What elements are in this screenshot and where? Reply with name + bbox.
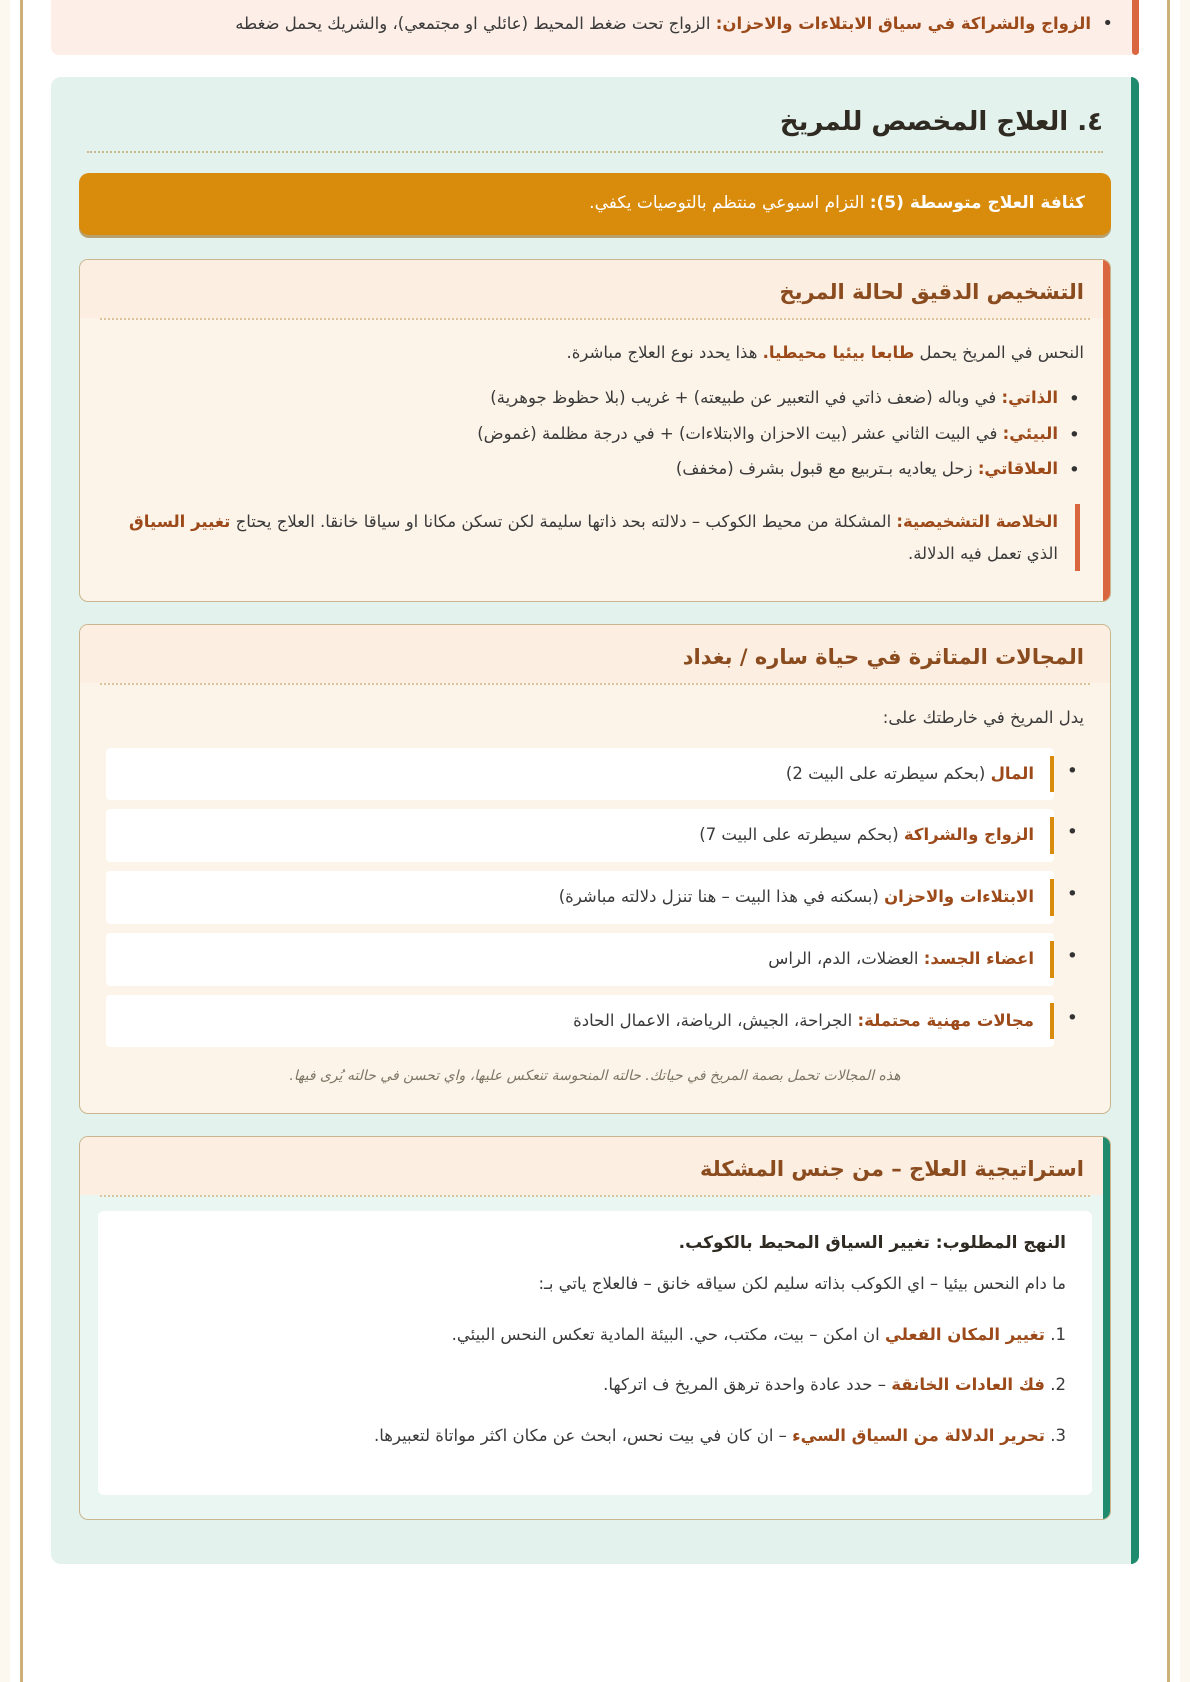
strategy-steps <box>124 1320 1066 1452</box>
area-row-professions-text: الجراحة، الجيش، الرياضة، الاعمال الحادة <box>573 1010 858 1030</box>
diagnosis-bullet-self-text: في وباله (ضعف ذاتي في التعبير عن طبيعته) + غريب (بلا حظوظ جوهرية) <box>490 388 1002 408</box>
area-row-afflictions-text: (بسكنه في هذا البيت – هنا تنزل دلالته مباشرة) <box>558 887 885 907</box>
area-row-money-label: المال <box>990 763 1034 783</box>
diagnosis-summary-callout <box>110 502 1080 573</box>
spill-bullet-label: الزواج والشراكة في سياق الابتلاءات والاحزان: <box>715 14 1091 33</box>
strategy-step-change-place-label: تغيير المكان الفعلي <box>885 1324 1045 1344</box>
list-item <box>106 995 1084 1048</box>
diagnosis-summary-part2: الذي تعمل فيه الدلالة. <box>907 543 1058 563</box>
card-strategy-divider <box>100 1195 1090 1197</box>
strategy-step-change-place-text: ان امكن – بيت، مكتب، حي. البيئة المادية تعكس النحس البيئي. <box>451 1324 885 1344</box>
area-row-money-text: (بحكم سيطرته على البيت 2) <box>785 763 991 783</box>
diagnosis-bullet-relational-label: العلاقاتي: <box>977 459 1058 479</box>
diagnosis-intro <box>106 338 1084 369</box>
area-row-marriage-label: الزواج والشراكة <box>903 825 1034 845</box>
strategy-step-free-signification-label: تحرير الدلالة من السياق السيء <box>792 1425 1045 1445</box>
diagnosis-summary-part1: المشكلة من محيط الكوكب – دلالته بحد ذاتها سليمة لكن تسكن مكانا او سياقا خانقا. العلاج يحتاج <box>230 512 897 532</box>
diagnosis-bullet-relational <box>106 453 1084 484</box>
spill-bullet <box>73 10 1117 39</box>
treatment-intensity-banner <box>79 173 1111 235</box>
frame-rule-right <box>1167 0 1170 1682</box>
diagnosis-bullet-self-label: الذاتي: <box>1001 388 1058 408</box>
area-row-body-parts <box>106 933 1054 986</box>
list-item <box>106 871 1084 924</box>
diagnosis-bullet-relational-text: زحل يعاديه بـتربيع مع قبول بشرف (مخفف) <box>675 459 978 479</box>
strategy-step-break-habits-text: – حدد عادة واحدة ترهق المريخ ف اتركها. <box>603 1375 892 1395</box>
area-row-body-parts-text: العضلات، الدم، الراس <box>768 948 924 968</box>
section-title-divider <box>87 151 1103 153</box>
card-diagnosis-body <box>80 320 1110 583</box>
strategy-subtext: ما دام النحس بيئيا – اي الكوكب بذاته سليم لكن سياقه خانق – فالعلاج ياتي بـ: <box>538 1274 1066 1294</box>
card-treatment-strategy <box>79 1136 1111 1520</box>
strategy-lead-rest: تغيير السياق المحيط بالكوكب. <box>678 1233 936 1254</box>
spill-bullet-text: الزواج تحت ضغط المحيط (عائلي او مجتمعي)، والشريك يحمل ضغطه <box>235 14 716 33</box>
card-strategy-heading: استراتيجية العلاج – من جنس المشكلة <box>80 1137 1110 1195</box>
diagnosis-intro-pre: النحس في المريخ يحمل <box>914 342 1084 362</box>
strategy-step-free-signification-text: – ان كان في بيت نحس، ابحث عن مكان اكثر مواتاة لتعبيرها. <box>374 1425 793 1445</box>
diagnosis-summary-strong: تغيير السياق <box>129 512 231 532</box>
area-row-afflictions-label: الابتلاءات والاحزان <box>884 887 1034 907</box>
card-areas-heading: المجالات المتاثرة في حياة ساره / بغداد <box>80 625 1110 683</box>
diagnosis-bullet-environmental-text: في البيت الثاني عشر (بيت الاحزان والابتلاءات) + في درجة مظلمة (غموض) <box>477 423 1003 443</box>
strategy-step-free-signification <box>124 1421 1066 1452</box>
area-row-body-parts-label: اعضاء الجسد: <box>923 948 1034 968</box>
areas-list <box>106 748 1084 1048</box>
list-item <box>106 933 1084 986</box>
diagnosis-bullet-environmental <box>106 418 1084 449</box>
diagnosis-bullets <box>106 382 1084 484</box>
card-diagnosis <box>79 259 1111 602</box>
diagnosis-bullet-environmental-label: البيئي: <box>1002 423 1058 443</box>
diagnosis-intro-post: هذا يحدد نوع العلاج مباشرة. <box>566 342 763 362</box>
area-row-marriage <box>106 809 1054 862</box>
area-row-professions <box>106 995 1054 1048</box>
frame-rule-left <box>20 0 23 1682</box>
card-affected-areas <box>79 624 1111 1114</box>
list-item <box>106 809 1084 862</box>
card-areas-body <box>80 685 1110 1095</box>
card-strategy-body <box>98 1211 1092 1495</box>
section-mars-treatment <box>51 77 1139 1564</box>
diagnosis-bullet-self <box>106 382 1084 413</box>
intensity-label: كثافة العلاج متوسطة (5): <box>869 192 1085 213</box>
strategy-step-break-habits <box>124 1370 1066 1401</box>
area-row-marriage-text: (بحكم سيطرته على البيت 7) <box>699 825 904 845</box>
areas-intro: يدل المريخ في خارطتك على: <box>882 708 1084 728</box>
areas-footnote: هذه المجالات تحمل بصمة المريخ في حياتك. حالته المنحوسة تنعكس عليها، واي تحسن في حالته يُرى فيها. <box>289 1068 901 1085</box>
area-row-professions-label: مجالات مهنية محتملة: <box>857 1010 1034 1030</box>
document-content <box>27 0 1163 1682</box>
intensity-text: التزام اسبوعي منتظم بالتوصيات يكفي. <box>589 192 870 213</box>
card-diagnosis-heading: التشخيص الدقيق لحالة المريخ <box>80 260 1110 318</box>
strategy-step-break-habits-label: فك العادات الخانقة <box>891 1375 1045 1395</box>
area-row-money <box>106 748 1054 801</box>
strategy-step-change-place <box>124 1320 1066 1351</box>
previous-section-spill <box>51 0 1139 55</box>
diagnosis-summary-label: الخلاصة التشخيصية: <box>896 512 1058 532</box>
strategy-lead-label: النهج المطلوب: <box>935 1233 1066 1254</box>
diagnosis-intro-strong: طابعا بيئيا محيطيا. <box>762 342 915 362</box>
strategy-lead <box>124 1233 1066 1253</box>
list-item <box>106 748 1084 801</box>
area-row-afflictions <box>106 871 1054 924</box>
section-title: ٤. العلاج المخصص للمريخ <box>779 106 1103 137</box>
